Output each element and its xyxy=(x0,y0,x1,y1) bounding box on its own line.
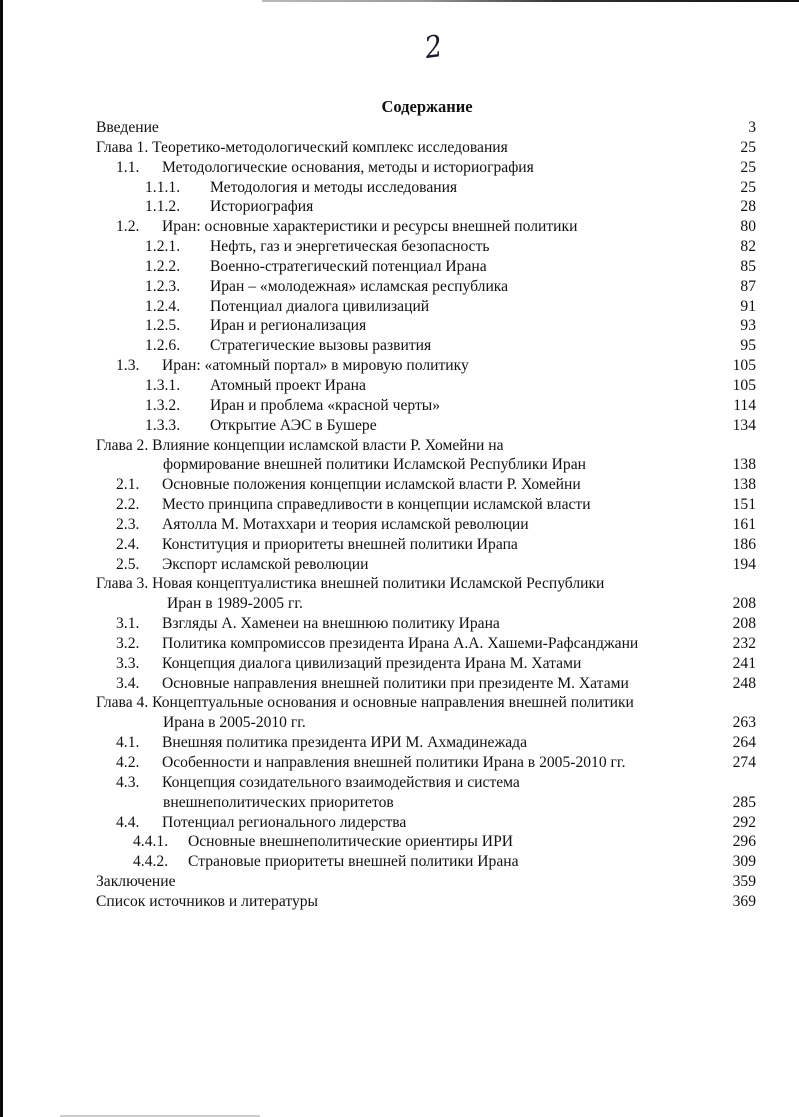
toc-entry-page: 138 xyxy=(732,476,756,494)
toc-entry xyxy=(96,158,756,178)
toc-entry-title: Глава 3. Новая концептуалистика внешней политики Исламской Республики xyxy=(96,575,605,593)
toc-entry-title: Иран: основные характеристики и ресурсы внешней политики xyxy=(162,218,578,236)
toc-entry-title: Иран и регионализация xyxy=(210,317,367,335)
toc-entry-title: Иран и проблема «красной черты» xyxy=(210,396,441,414)
toc-entry-number: 1.2.6. xyxy=(145,337,181,355)
toc-entry-page: 241 xyxy=(732,654,756,672)
toc-entry-number: 2.3. xyxy=(116,515,140,533)
toc-entry-number: 1.2.3. xyxy=(145,277,181,295)
toc-entry-title: Внешняя политика президента ИРИ М. Ахмадинежада xyxy=(162,734,528,752)
toc-entry-page: 82 xyxy=(740,238,756,256)
toc-entry xyxy=(96,693,756,713)
toc-entry-page: 359 xyxy=(732,873,756,891)
toc-entry-page: 274 xyxy=(732,754,756,771)
toc-entry xyxy=(96,356,756,376)
scan-border-top xyxy=(262,0,799,2)
toc-entry-title: Нефть, газ и энергетическая безопасность xyxy=(210,238,490,256)
toc-entry xyxy=(96,594,756,614)
toc-entry-title: Особенности и направления внешней политики Ирана в 2005-2010 гг. xyxy=(162,754,626,771)
toc-entry xyxy=(96,178,756,198)
toc-entry xyxy=(96,654,756,674)
toc-entry-page: 232 xyxy=(732,634,756,652)
toc-entry-page: 264 xyxy=(732,734,756,752)
toc-entry xyxy=(96,336,756,356)
toc-entry-title: Концепция диалога цивилизаций президента Ирана М. Хатами xyxy=(162,654,582,672)
toc-entry-page: 194 xyxy=(732,555,756,573)
scan-border-left xyxy=(0,0,3,1117)
toc-entry-number: 1.1.2. xyxy=(145,198,181,216)
toc-entry-page: 93 xyxy=(740,317,756,335)
toc-entry-page: 25 xyxy=(740,138,756,156)
toc-title: Содержание xyxy=(381,97,473,116)
toc-entry-page: 87 xyxy=(740,277,756,295)
toc-entry-title: Основные внешнеполитические ориентиры ИРИ xyxy=(188,833,514,851)
toc-entry-title: Основные положения концепции исламской власти Р. Хомейни xyxy=(162,476,581,494)
toc-entry xyxy=(96,455,756,475)
toc-entry xyxy=(96,733,756,753)
toc-entry xyxy=(96,674,756,694)
toc-entry-title: Конституция и приоритеты внешней политики Ирапа xyxy=(162,535,518,553)
toc-entry-title: Методология и методы исследования xyxy=(210,178,458,196)
toc-entry xyxy=(96,118,756,138)
toc-entry xyxy=(96,138,756,158)
toc-entry-number: 1.3.1. xyxy=(145,376,181,394)
toc-entry-page: 309 xyxy=(732,853,756,871)
toc-entry-number: 4.4. xyxy=(116,813,140,831)
toc-entry-title: Глава 4. Концептуальные основания и основные направления внешней политики xyxy=(96,694,634,712)
toc-entry xyxy=(96,813,756,833)
toc-entry-page: 186 xyxy=(732,535,756,553)
toc-entry xyxy=(96,257,756,277)
toc-entry xyxy=(96,217,756,237)
toc-entry-page: 25 xyxy=(740,178,756,196)
toc-entry xyxy=(96,376,756,396)
toc-entry-number: 4.2. xyxy=(116,754,140,771)
toc-entry-title: Стратегические вызовы развития xyxy=(210,337,432,355)
toc-entry xyxy=(96,396,756,416)
toc-entry-number: 4.3. xyxy=(116,773,140,791)
toc-entry-title: Иран: «атомный портал» в мировую политику xyxy=(162,357,469,375)
toc-entry-page: 161 xyxy=(732,515,756,533)
toc-entry-number: 2.2. xyxy=(116,496,140,514)
toc-entry-page: 208 xyxy=(732,615,756,633)
toc-entry xyxy=(96,436,756,456)
toc-entry-page: 285 xyxy=(732,793,756,811)
toc-entry xyxy=(96,892,756,912)
toc-entry-page: 28 xyxy=(740,198,756,216)
toc-entry-number: 1.2. xyxy=(116,218,140,236)
toc-entry xyxy=(96,614,756,634)
toc-entry-title: Методологические основания, методы и историография xyxy=(162,158,534,176)
toc-entry-number: 1.2.4. xyxy=(145,297,181,315)
toc-entry-title: формирование внешней политики Исламской Республики Иран xyxy=(163,456,586,474)
toc-entry-title: Иран в 1989-2005 гг. xyxy=(167,595,303,613)
toc-entry-number: 1.2.5. xyxy=(145,317,181,335)
toc-entry xyxy=(96,634,756,654)
toc-entry-page: 208 xyxy=(732,595,756,613)
toc-entry-title: Открытие АЭС в Бушере xyxy=(210,416,377,434)
toc-entry xyxy=(96,713,756,733)
toc-entry-number: 1.3.2. xyxy=(145,396,181,414)
toc-entry-page: 80 xyxy=(740,218,756,236)
toc-entry xyxy=(96,316,756,336)
toc-entry xyxy=(96,535,756,555)
toc-entry-page: 138 xyxy=(732,456,756,474)
toc-entry xyxy=(96,872,756,892)
toc-entry-title: Место принципа справедливости в концепции исламской власти xyxy=(162,496,591,514)
toc-entry-page: 296 xyxy=(732,833,756,851)
toc-entry-number: 2.5. xyxy=(116,555,140,573)
toc-entry-title: Потенциал диалога цивилизаций xyxy=(210,297,430,315)
toc-entry xyxy=(96,237,756,257)
toc-entry-title: Атомный проект Ирана xyxy=(210,376,366,394)
toc-entry-title: Концепция созидательного взаимодействия и система xyxy=(162,773,520,791)
toc-entry-number: 4.4.1. xyxy=(133,833,169,851)
toc-entry-page: 151 xyxy=(732,496,756,514)
toc-entry xyxy=(96,793,756,813)
toc-entry xyxy=(96,832,756,852)
toc-entry-title: Военно-стратегический потенциал Ирана xyxy=(210,257,487,275)
toc-entry-number: 4.1. xyxy=(116,734,140,752)
toc-entry-number: 1.1.1. xyxy=(145,178,181,196)
toc-entry xyxy=(96,852,756,872)
toc-entry-page: 105 xyxy=(732,376,756,394)
toc-entry-page: 292 xyxy=(732,813,756,831)
toc-entry-number: 3.4. xyxy=(116,674,140,692)
toc-entry-number: 1.3. xyxy=(116,357,140,375)
toc-entry-title: Заключение xyxy=(96,873,176,891)
toc-entry-title: Глава 2. Влияние концепции исламской власти Р. Хомейни на xyxy=(96,436,504,454)
table-of-contents xyxy=(96,118,756,912)
toc-entry-number: 2.4. xyxy=(116,535,140,553)
toc-entry xyxy=(96,495,756,515)
toc-entry-title: Взгляды А. Хаменеи на внешнюю политику Ирана xyxy=(162,615,500,633)
toc-entry-title: Введение xyxy=(96,119,159,136)
toc-entry-page: 369 xyxy=(732,892,756,910)
toc-entry-title: Ирана в 2005-2010 гг. xyxy=(163,714,306,732)
toc-entry xyxy=(96,297,756,317)
toc-entry-number: 3.1. xyxy=(116,615,140,633)
toc-entry-page: 134 xyxy=(732,416,756,434)
toc-entry xyxy=(96,416,756,436)
toc-entry-number: 4.4.2. xyxy=(133,853,169,871)
toc-entry-page: 95 xyxy=(740,337,756,355)
toc-entry-page: 263 xyxy=(732,714,756,732)
toc-entry xyxy=(96,277,756,297)
toc-entry xyxy=(96,773,756,793)
toc-entry-title: внешнеполитических приоритетов xyxy=(163,793,394,811)
handwritten-page-number: 2 xyxy=(422,28,445,67)
toc-entry-title: Потенциал регионального лидерства xyxy=(162,813,407,831)
toc-entry xyxy=(96,555,756,575)
toc-entry-title: Иран – «молодежная» исламская республика xyxy=(210,277,509,295)
toc-entry xyxy=(96,753,756,773)
toc-entry-number: 1.1. xyxy=(116,158,140,176)
toc-entry-page: 25 xyxy=(740,158,756,176)
toc-entry-title: Основные направления внешней политики при президенте М. Хатами xyxy=(162,674,629,692)
toc-entry-number: 3.3. xyxy=(116,654,140,672)
toc-entry-title: Историография xyxy=(210,198,314,216)
toc-entry-title: Страновые приоритеты внешней политики Ирана xyxy=(188,853,519,871)
toc-entry-title: Экспорт исламской революции xyxy=(162,555,369,573)
toc-entry-number: 1.2.2. xyxy=(145,257,181,275)
toc-entry-page: 3 xyxy=(748,119,756,136)
toc-entry-page: 114 xyxy=(733,396,756,414)
toc-entry-page: 248 xyxy=(732,674,756,692)
toc-entry-title: Политика компромиссов президента Ирана А.А. Хашеми-Рафсанджани xyxy=(162,634,639,652)
toc-entry-number: 2.1. xyxy=(116,476,140,494)
toc-entry-number: 1.2.1. xyxy=(145,238,181,256)
toc-entry-page: 91 xyxy=(740,297,756,315)
toc-entry-page: 105 xyxy=(732,357,756,375)
toc-entry xyxy=(96,515,756,535)
toc-entry-number: 3.2. xyxy=(116,634,140,652)
toc-entry xyxy=(96,475,756,495)
toc-entry xyxy=(96,574,756,594)
toc-entry-title: Аятолла М. Мотаххари и теория исламской революции xyxy=(162,515,529,533)
toc-entry-page: 85 xyxy=(740,257,756,275)
toc-entry-title: Глава 1. Теоретико-методологический комплекс исследования xyxy=(96,138,508,156)
toc-entry-title: Список источников и литературы xyxy=(96,892,319,910)
toc-entry xyxy=(96,197,756,217)
toc-entry-number: 1.3.3. xyxy=(145,416,181,434)
